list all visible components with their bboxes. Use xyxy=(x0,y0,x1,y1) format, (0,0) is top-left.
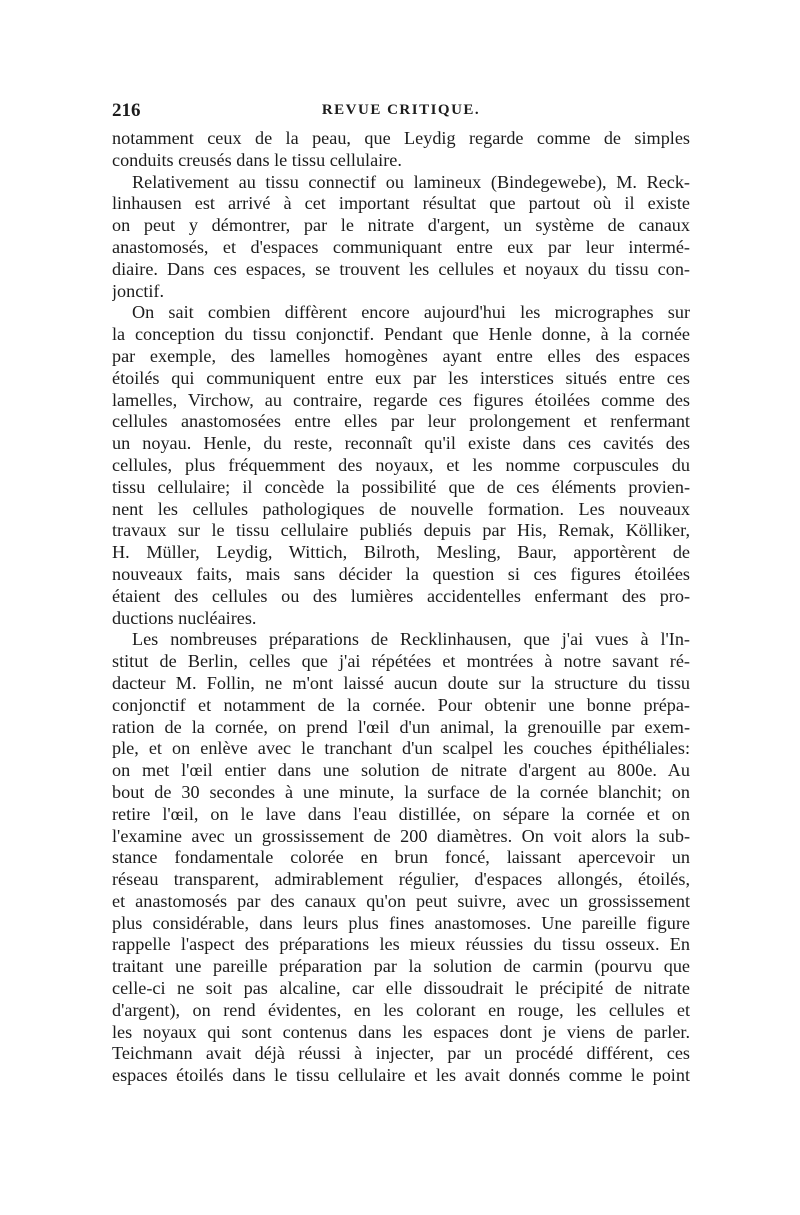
text-line: jonctif. xyxy=(112,280,165,301)
text-line: dacteur M. Follin, ne m'ont laissé aucun doute sur la structure du tissu xyxy=(112,672,690,693)
text-line: tissu cellulaire; il concède la possibilité que de ces éléments provien- xyxy=(112,476,690,497)
text-line: H. Müller, Leydig, Wittich, Bilroth, Mesling, Baur, apportèrent de xyxy=(112,542,690,563)
text-line: On sait combien diffèrent encore aujourd'hui les micrographes sur xyxy=(132,302,690,323)
text-line: cellules, plus fréquemment des noyaux, et les nomme corpuscules du xyxy=(112,454,690,475)
text-line: traitant une pareille préparation par la solution de carmin (pourvu que xyxy=(112,956,690,977)
text-line: nouveaux faits, mais sans décider la question si ces figures étoilées xyxy=(112,563,690,584)
text-line: Relativement au tissu connectif ou lamineux (Bindegewebe), M. Reck- xyxy=(132,171,690,192)
text-line: rappelle l'aspect des préparations les mieux réussies du tissu osseux. En xyxy=(112,934,690,955)
text-line: l'examine avec un grossissement de 200 diamètres. On voit alors la sub- xyxy=(112,825,690,846)
text-line: ductions nucléaires. xyxy=(112,607,257,628)
text-line: linhausen est arrivé à cet important résultat que partout où il existe xyxy=(112,193,690,214)
text-line: la conception du tissu conjonctif. Pendant que Henle donne, à la cornée xyxy=(112,324,690,345)
text-line: et anastomosés par des canaux qu'on peut suivre, avec un grossissement xyxy=(112,890,690,911)
text-line: par exemple, des lamelles homogènes ayant entre elles des espaces xyxy=(112,345,690,366)
body-text xyxy=(112,128,690,1087)
text-line: nent les cellules pathologiques de nouvelle formation. Les nouveaux xyxy=(112,498,690,519)
text-line: cellules anastomosées entre elles par leur prolongement et renfermant xyxy=(112,411,690,432)
text-line: diaire. Dans ces espaces, se trouvent les cellules et noyaux du tissu con- xyxy=(112,258,690,279)
text-line: stance fondamentale colorée en brun foncé, laissant apercevoir un xyxy=(112,847,690,868)
text-line: d'argent), on rend évidentes, en les colorant en rouge, les cellules et xyxy=(112,999,690,1020)
text-line: Teichmann avait déjà réussi à injecter, par un procédé différent, ces xyxy=(112,1043,690,1064)
running-title: REVUE CRITIQUE. xyxy=(321,102,481,118)
text-line: réseau transparent, admirablement régulier, d'espaces allongés, étoilés, xyxy=(112,869,690,890)
page-number: 216 xyxy=(112,100,141,121)
running-head xyxy=(112,100,690,124)
text-line: espaces étoilés dans le tissu cellulaire et les avait donnés comme le point xyxy=(112,1065,690,1086)
text-line: conjonctif et notamment de la cornée. Pour obtenir une bonne prépa- xyxy=(112,694,690,715)
text-line: ration de la cornée, on prend l'œil d'un animal, la grenouille par exem- xyxy=(112,716,690,737)
text-line: lamelles, Virchow, au contraire, regarde ces figures étoilées comme des xyxy=(112,389,690,410)
text-line: anastomosés, et d'espaces communiquant entre eux par leur intermé- xyxy=(112,236,690,257)
text-line: stitut de Berlin, celles que j'ai répétées et montrées à notre savant ré- xyxy=(112,651,690,672)
text-line: les noyaux qui sont contenus dans les espaces dont je viens de parler. xyxy=(112,1021,690,1042)
text-line: retire l'œil, on le lave dans l'eau distillée, on sépare la cornée et on xyxy=(112,803,690,824)
text-line: notamment ceux de la peau, que Leydig regarde comme de simples xyxy=(112,128,690,148)
text-line: plus considérable, dans leurs plus fines anastomoses. Une pareille figure xyxy=(112,912,690,933)
text-line: travaux sur le tissu cellulaire publiés depuis par His, Remak, Kölliker, xyxy=(112,520,690,541)
text-line: étaient des cellules ou des lumières accidentelles enfermant des pro- xyxy=(112,585,690,606)
text-line: un noyau. Henle, du reste, reconnaît qu'il existe dans ces cavités des xyxy=(112,433,690,454)
text-line: étoilés qui communiquent entre eux par les interstices situés entre ces xyxy=(112,367,690,388)
text-line: ple, et on enlève avec le tranchant d'un scalpel les couches épithéliales: xyxy=(112,738,690,759)
text-line: bout de 30 secondes à une minute, la surface de la cornée blanchit; on xyxy=(112,781,690,802)
text-line: conduits creusés dans le tissu cellulaire. xyxy=(112,149,402,170)
text-line: Les nombreuses préparations de Recklinhausen, que j'ai vues à l'In- xyxy=(132,629,690,650)
text-line: celle-ci ne soit pas alcaline, car elle dissoudrait le précipité de nitrate xyxy=(112,978,690,999)
text-line: on met l'œil entier dans une solution de nitrate d'argent au 800e. Au xyxy=(112,760,690,781)
text-line: on peut y démontrer, par le nitrate d'argent, un système de canaux xyxy=(112,215,690,236)
